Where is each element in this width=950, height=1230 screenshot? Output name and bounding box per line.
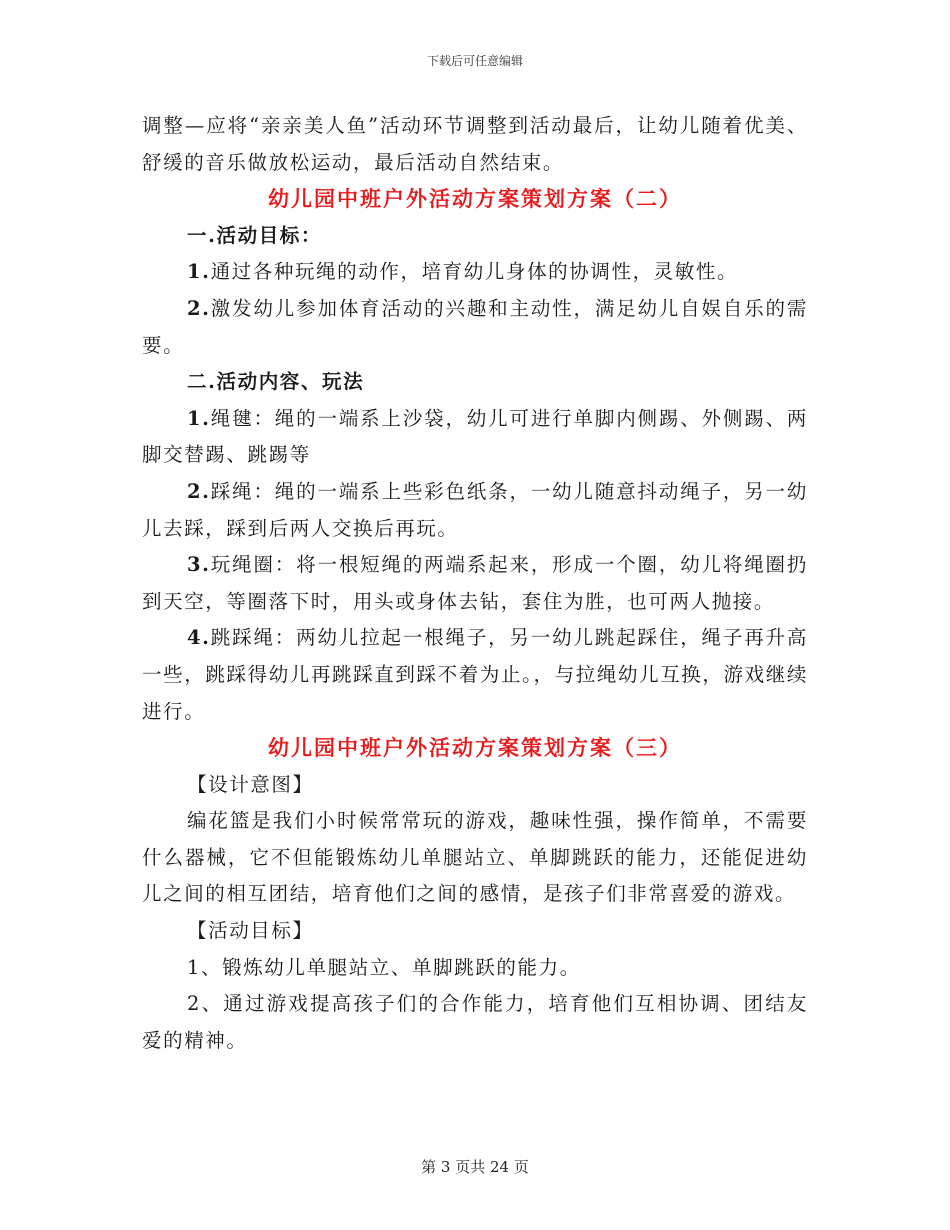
goal-item-1-number: 1. (187, 260, 211, 284)
goal-item-1-text: 通过各种玩绳的动作，培育幼儿身体的协调性，灵敏性。 (210, 260, 739, 284)
activity-goal-2: 2、通过游戏提高孩子们的合作能力，培育他们互相协调、团结友爱的精神。 (142, 992, 808, 1052)
content-item-2-number: 2. (187, 479, 211, 503)
content-item-1-number: 1. (187, 406, 211, 430)
page-header: 下载后可任意编辑 (426, 54, 523, 68)
content-item-2-text: 踩绳：绳的一端系上些彩色纸条，一幼儿随意抖动绳子，另一幼儿去踩，踩到后两人交换后再玩。 (142, 479, 808, 540)
goal-item-2-text: 激发幼儿参加体育活动的兴趣和主动性，满足幼儿自娱自乐的需要。 (142, 296, 808, 357)
section-title-3: 幼儿园中班户外活动方案策划方案（三） (268, 735, 682, 761)
subheading-activity-content: 二.活动内容、玩法 (187, 370, 365, 394)
goal-item-2-number: 2. (187, 296, 211, 320)
activity-goal-1: 1、锻炼幼儿单腿站立、单脚跳跃的能力。 (187, 955, 581, 979)
content-item-4 (142, 620, 808, 730)
document-body (142, 108, 808, 1059)
subheading-activity-goals: 一.活动目标： (187, 223, 322, 247)
content-item-1 (142, 401, 808, 474)
paragraph-continuation: 调整—应将“亲亲美人鱼”活动环节调整到活动最后，让幼儿随着优美、舒缓的音乐做放松运动，最后活动自然结束。 (142, 114, 808, 174)
heading-design-intent: 【设计意图】 (187, 772, 314, 796)
goal-item-2 (142, 291, 808, 364)
goal-item-1 (142, 254, 808, 291)
content-item-2 (142, 474, 808, 547)
content-item-3-number: 3. (187, 553, 211, 577)
content-item-4-text: 跳踩绳：两幼儿拉起一根绳子，另一幼儿跳起踩住，绳子再升高一些，跳踩得幼儿再跳踩直到踩不着为止。，与拉绳幼儿互换，游戏继续进行。 (142, 626, 808, 723)
section-title-2: 幼儿园中班户外活动方案策划方案（二） (268, 186, 682, 212)
content-item-3-text: 玩绳圈：将一根短绳的两端系起来，形成一个圈，幼儿将绳圈扔到天空，等圈落下时，用头或身体去钻，套住为胜，也可两人抛接。 (142, 553, 808, 613)
paragraph-design-intent: 编花篮是我们小时候常常玩的游戏，趣味性强，操作简单，不需要什么器械，它不但能锻炼幼儿单腿站立、单脚跳跃的能力，还能促进幼儿之间的相互团结，培育他们之间的感情，是孩子们非常喜爱的游戏。 (142, 809, 808, 906)
page-footer: 第 3 页共 24 页 (421, 1158, 529, 1176)
content-item-1-text: 绳毽：绳的一端系上沙袋，幼儿可进行单脚内侧踢、外侧踢、两脚交替踢、跳踢等 (142, 406, 808, 467)
heading-activity-goals: 【活动目标】 (187, 919, 314, 943)
content-item-3 (142, 547, 808, 620)
content-item-4-number: 4. (187, 626, 211, 650)
